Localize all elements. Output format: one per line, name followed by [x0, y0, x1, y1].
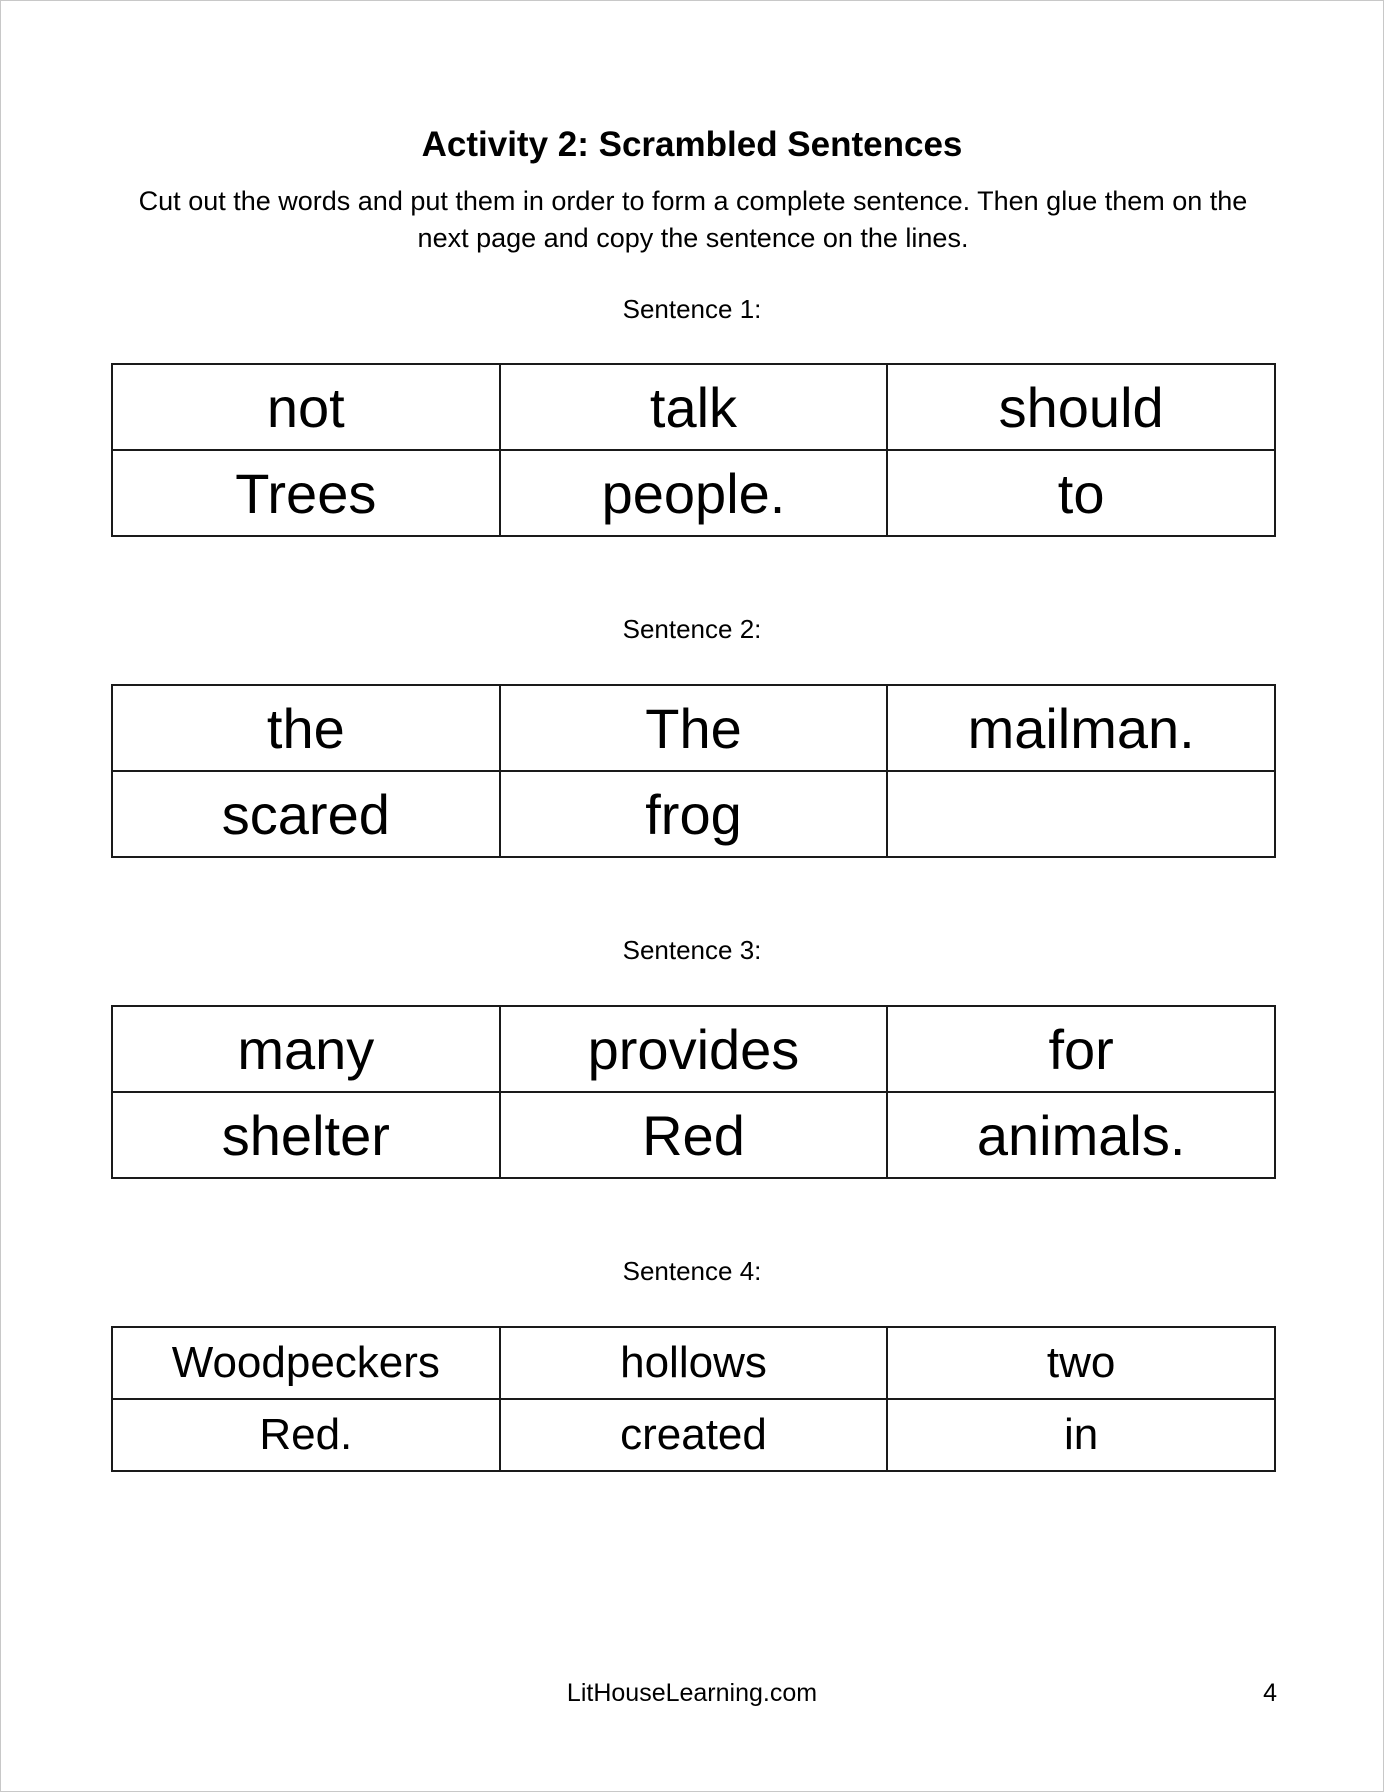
- word-card: [887, 771, 1275, 857]
- word-card: the: [112, 685, 500, 771]
- page-number: 4: [1263, 1679, 1277, 1707]
- word-card: created: [500, 1399, 888, 1471]
- word-card: hollows: [500, 1327, 888, 1399]
- sentence-2-word-table: [111, 684, 1276, 858]
- word-card: mailman.: [887, 685, 1275, 771]
- word-card: Trees: [112, 450, 500, 536]
- footer-website: LitHouseLearning.com: [566, 1679, 818, 1707]
- word-card: Red.: [112, 1399, 500, 1471]
- word-card: frog: [500, 771, 888, 857]
- word-card: many: [112, 1006, 500, 1092]
- table-row: [112, 1327, 1275, 1399]
- table-row: [112, 450, 1275, 536]
- sentence-4-label: Sentence 4:: [622, 1256, 762, 1286]
- table-row: [112, 1006, 1275, 1092]
- table-row: [112, 685, 1275, 771]
- word-card: provides: [500, 1006, 888, 1092]
- table-row: [112, 364, 1275, 450]
- word-card: for: [887, 1006, 1275, 1092]
- word-card: The: [500, 685, 888, 771]
- word-card: in: [887, 1399, 1275, 1471]
- sentence-3-word-table: [111, 1005, 1276, 1179]
- word-card: shelter: [112, 1092, 500, 1178]
- word-card: should: [887, 364, 1275, 450]
- table-row: [112, 1399, 1275, 1471]
- word-card: animals.: [887, 1092, 1275, 1178]
- sentence-3-label: Sentence 3:: [622, 935, 762, 965]
- word-card: to: [887, 450, 1275, 536]
- word-card: two: [887, 1327, 1275, 1399]
- word-card: people.: [500, 450, 888, 536]
- table-row: [112, 771, 1275, 857]
- table-row: [112, 1092, 1275, 1178]
- sentence-2-label: Sentence 2:: [622, 614, 762, 644]
- word-card: not: [112, 364, 500, 450]
- word-card: Red: [500, 1092, 888, 1178]
- word-card: Woodpeckers: [112, 1327, 500, 1399]
- word-card: talk: [500, 364, 888, 450]
- sentence-4-word-table: [111, 1326, 1276, 1472]
- instructions-text: Cut out the words and put them in order to form a complete sentence. Then glue them on the next page and copy the sentence on the lines.: [138, 186, 1248, 253]
- sentence-1-word-table: [111, 363, 1276, 537]
- page-title: Activity 2: Scrambled Sentences: [421, 125, 963, 164]
- word-card: scared: [112, 771, 500, 857]
- sentence-1-label: Sentence 1:: [622, 294, 762, 324]
